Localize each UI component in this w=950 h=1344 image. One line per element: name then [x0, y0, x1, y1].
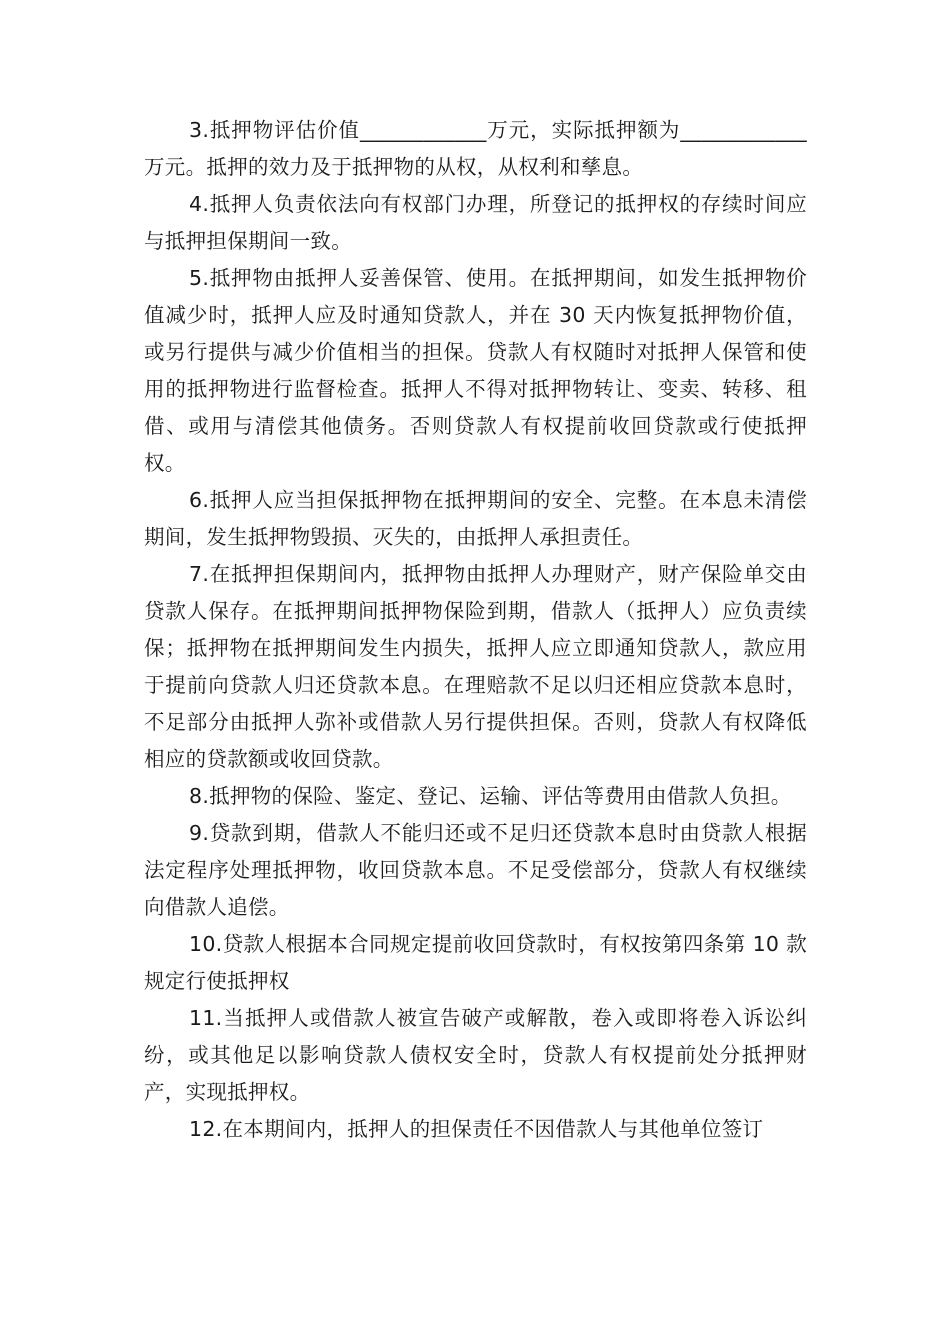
- clause-8: 8.抵押物的保险、鉴定、登记、运输、评估等费用由借款人负担。: [189, 784, 792, 808]
- clause-9: 9.贷款到期，借款人不能归还或不足归还贷款本息时由贷款人根据法定程序处理抵押物，收回贷款本息。不足受偿部分，贷款人有权继续向借款人追偿。: [144, 821, 807, 919]
- document-body: [144, 112, 807, 1148]
- clause-11: 11.当抵押人或借款人被宣告破产或解散，卷入或即将卷入诉讼纠纷，或其他足以影响贷款人债权安全时，贷款人有权提前处分抵押财产，实现抵押权。: [144, 1006, 807, 1104]
- clause-12: 12.在本期间内，抵押人的担保责任不因借款人与其他单位签订: [189, 1117, 764, 1141]
- clause-7: 7.在抵押担保期间内，抵押物由抵押人办理财产，财产保险单交由贷款人保存。在抵押期间抵押物保险到期，借款人（抵押人）应负责续保；抵押物在抵押期间发生内损失，抵押人应立即通知贷款人，款应用于提前向贷款人归还贷款本息。在理赔款不足以归还相应贷款本息时，不足部分由抵押人弥补或借款人另行提供担保。否则，贷款人有权降低相应的贷款额或收回贷款。: [144, 562, 807, 771]
- clause-10: 10.贷款人根据本合同规定提前收回贷款时，有权按第四条第 10 款规定行使抵押权: [144, 932, 807, 993]
- clause-5: 5.抵押物由抵押人妥善保管、使用。在抵押期间，如发生抵押物价值减少时，抵押人应及时通知贷款人，并在 30 天内恢复抵押物价值，或另行提供与减少价值相当的担保。贷款人有权随时对抵押人保管和使用的抵押物进行监督检查。抵押人不得对抵押物转让、变卖、转移、租借、或用与清偿其他债务。否则贷款人有权提前收回贷款或行使抵押权。: [144, 266, 807, 475]
- clause-3: 3.抵押物评估价值____________万元，实际抵押额为____________万元。抵押的效力及于抵押物的从权，从权利和孳息。: [144, 118, 807, 179]
- clause-6: 6.抵押人应当担保抵押物在抵押期间的安全、完整。在本息未清偿期间，发生抵押物毁损、灭失的，由抵押人承担责任。: [144, 488, 807, 549]
- clause-4: 4.抵押人负责依法向有权部门办理，所登记的抵押权的存续时间应与抵押担保期间一致。: [144, 192, 807, 253]
